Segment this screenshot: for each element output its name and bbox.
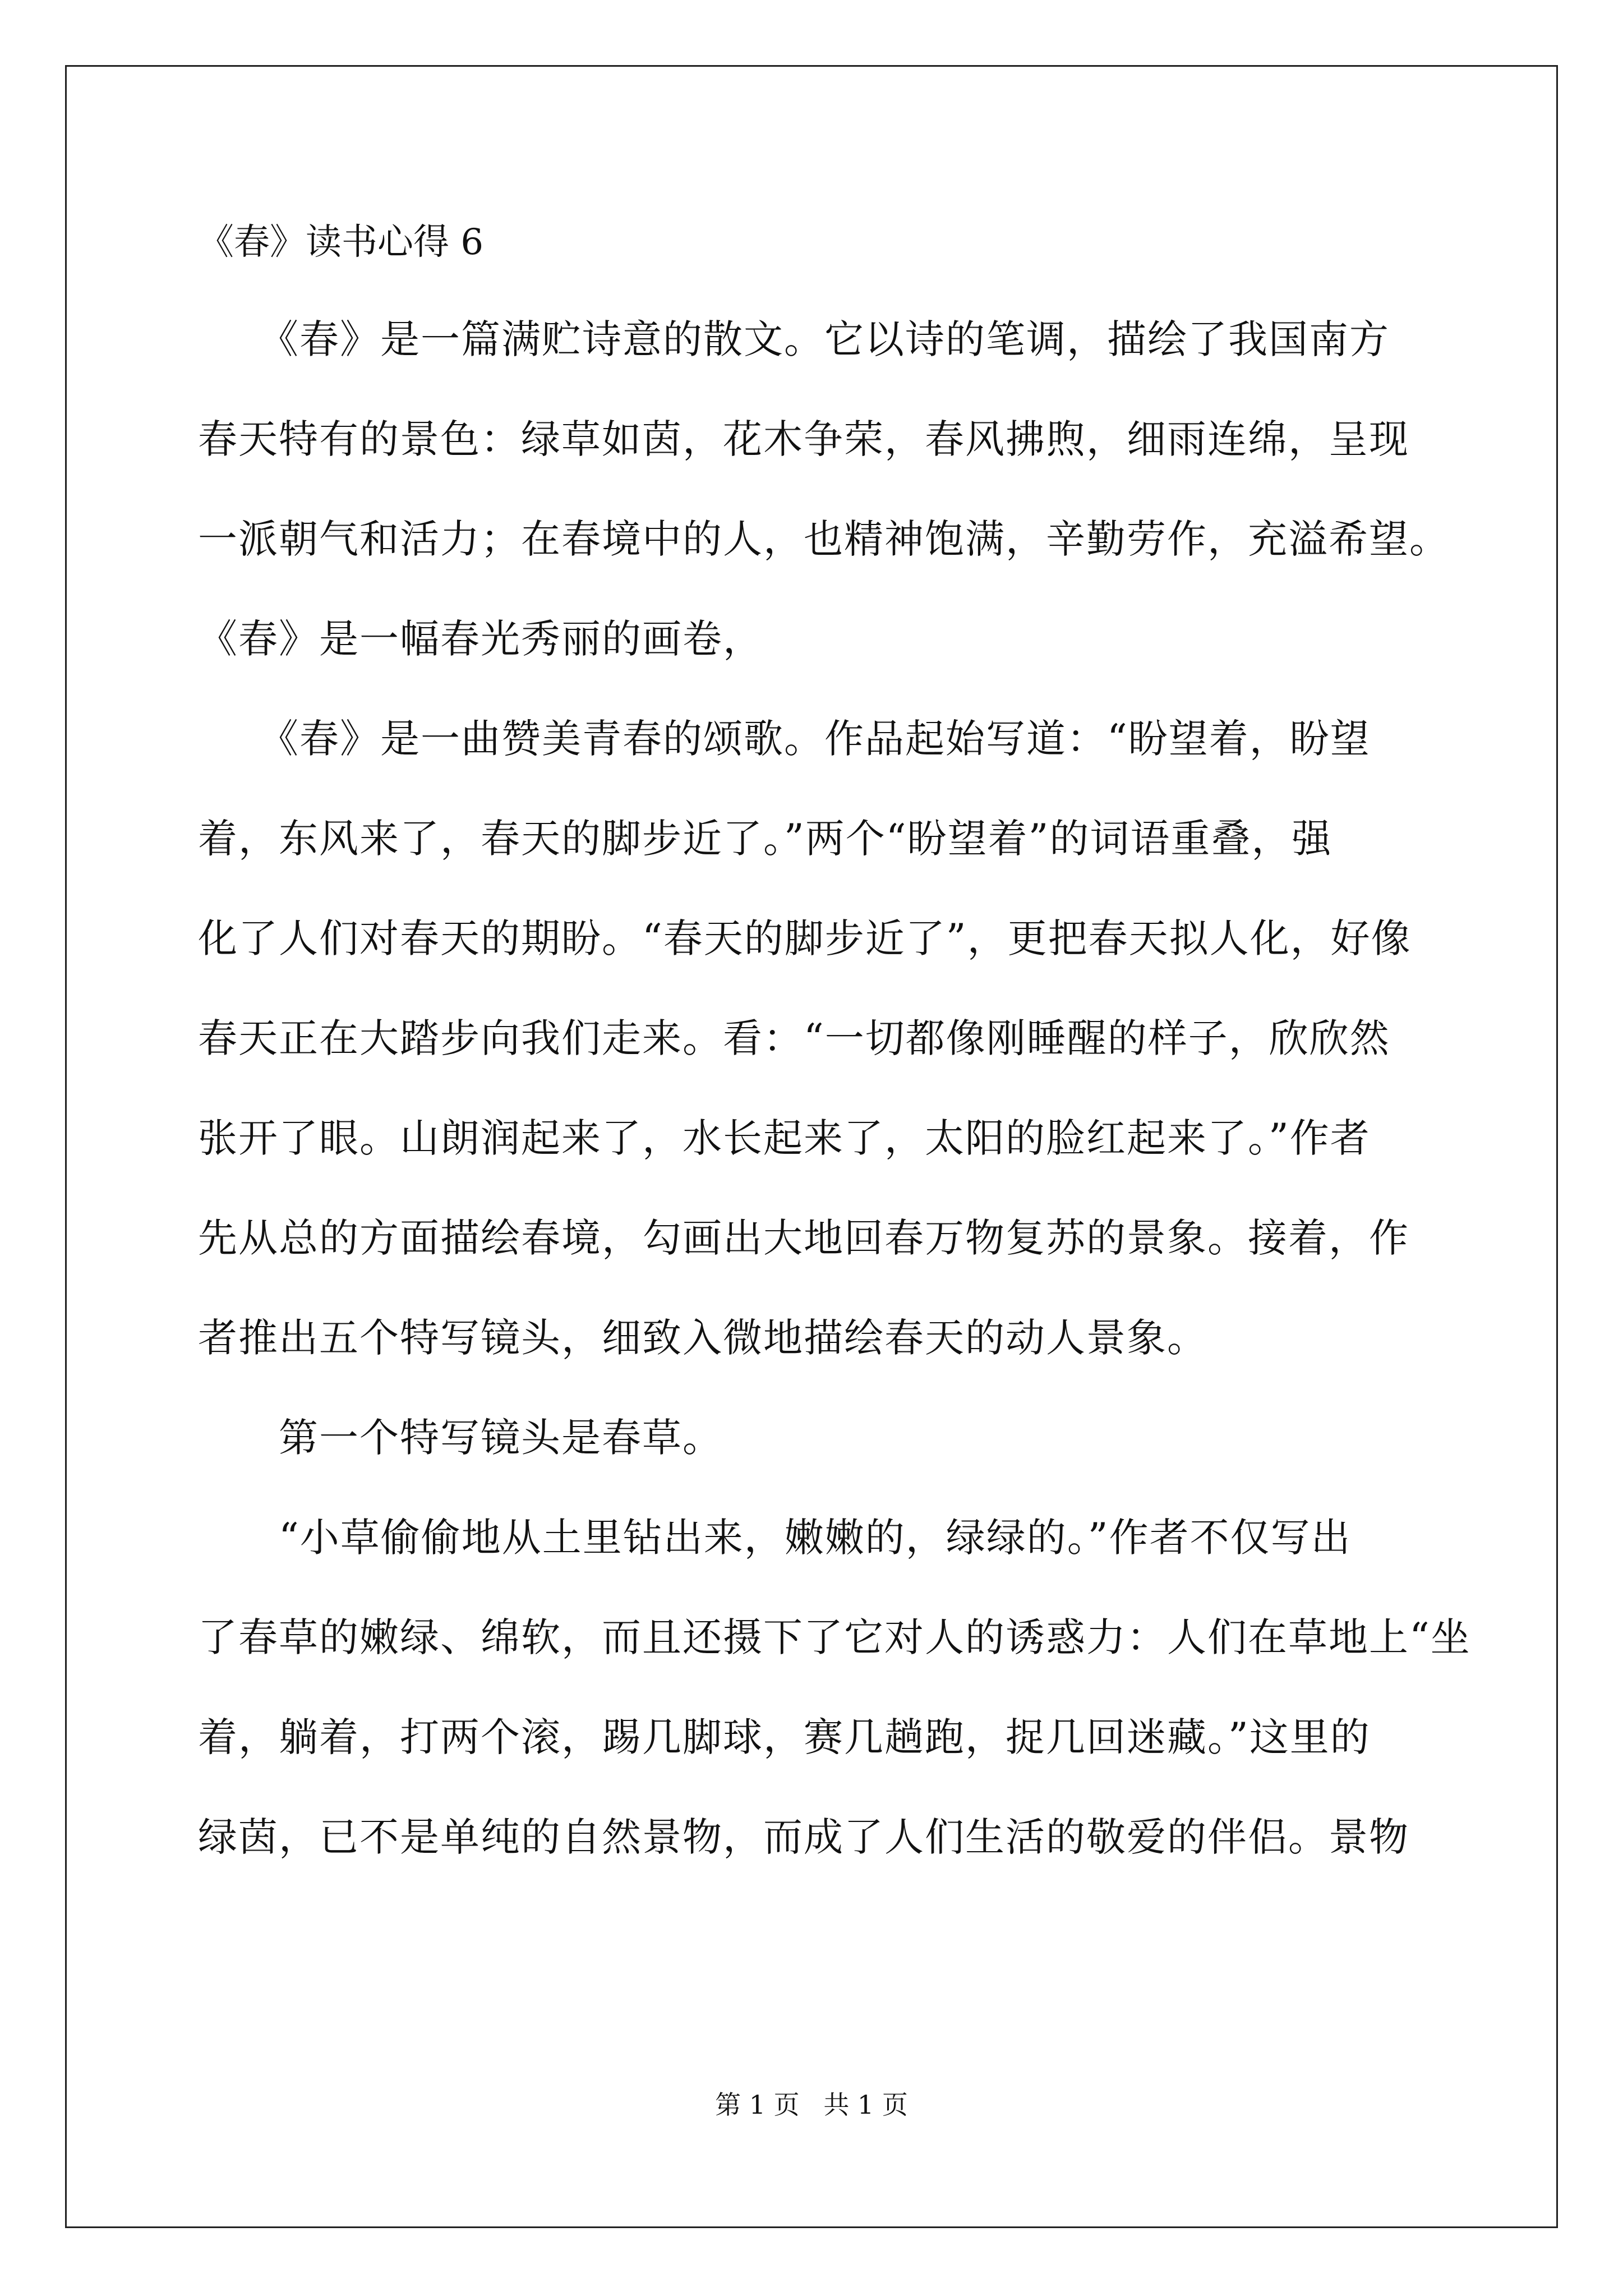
text-line: 春天特有的景色：绿草如茵，花木争荣，春风拂煦，细雨连绵，呈现: [198, 416, 1409, 462]
text-line: 《春》是一幅春光秀丽的画卷，: [198, 616, 763, 662]
text-line: 了春草的嫩绿、绵软，而且还摄下了它对人的诱惑力：人们在草地上“坐: [198, 1614, 1471, 1660]
text-line: 《春》是一篇满贮诗意的散文。它以诗的笔调，描绘了我国南方: [198, 316, 1390, 362]
text-line: 绿茵，已不是单纯的自然景物，而成了人们生活的敬爱的伴侣。景物: [198, 1814, 1409, 1860]
text-line: 第一个特写镜头是春草。: [198, 1415, 723, 1461]
page-total: 共 1 页: [823, 2090, 908, 2120]
text-line: 春天正在大踏步向我们走来。看：“一切都像刚睡醒的样子，欣欣然: [198, 1015, 1390, 1061]
document-title: 《春》读书心得 6: [198, 222, 484, 263]
text-line: 先从总的方面描绘春境，勾画出大地回春万物复苏的景象。接着，作: [198, 1215, 1409, 1261]
text-line: 一派朝气和活力；在春境中的人，也精神饱满，辛勤劳作，充溢希望。: [198, 516, 1450, 562]
text-line: 者推出五个特写镜头，细致入微地描绘春天的动人景象。: [198, 1315, 1207, 1361]
text-line: 张开了眼。山朗润起来了，水长起来了，太阳的脸红起来了。”作者: [198, 1115, 1371, 1161]
text-line: “小草偷偷地从土里钻出来，嫩嫩的，绿绿的。”作者不仅写出: [198, 1515, 1352, 1561]
text-line: 着，躺着，打两个滚，踢几脚球，赛几趟跑，捉几回迷藏。”这里的: [198, 1714, 1371, 1760]
text-line: 着，东风来了，春天的脚步近了。”两个“盼望着”的词语重叠，强: [198, 816, 1332, 862]
page-number: 第 1 页: [715, 2090, 800, 2120]
text-line: 《春》是一曲赞美青春的颂歌。作品起始写道：“盼望着，盼望: [198, 716, 1371, 762]
text-line: 化了人们对春天的期盼。“春天的脚步近了”，更把春天拟人化，好像: [198, 915, 1412, 961]
page-footer: [0, 2089, 1623, 2120]
